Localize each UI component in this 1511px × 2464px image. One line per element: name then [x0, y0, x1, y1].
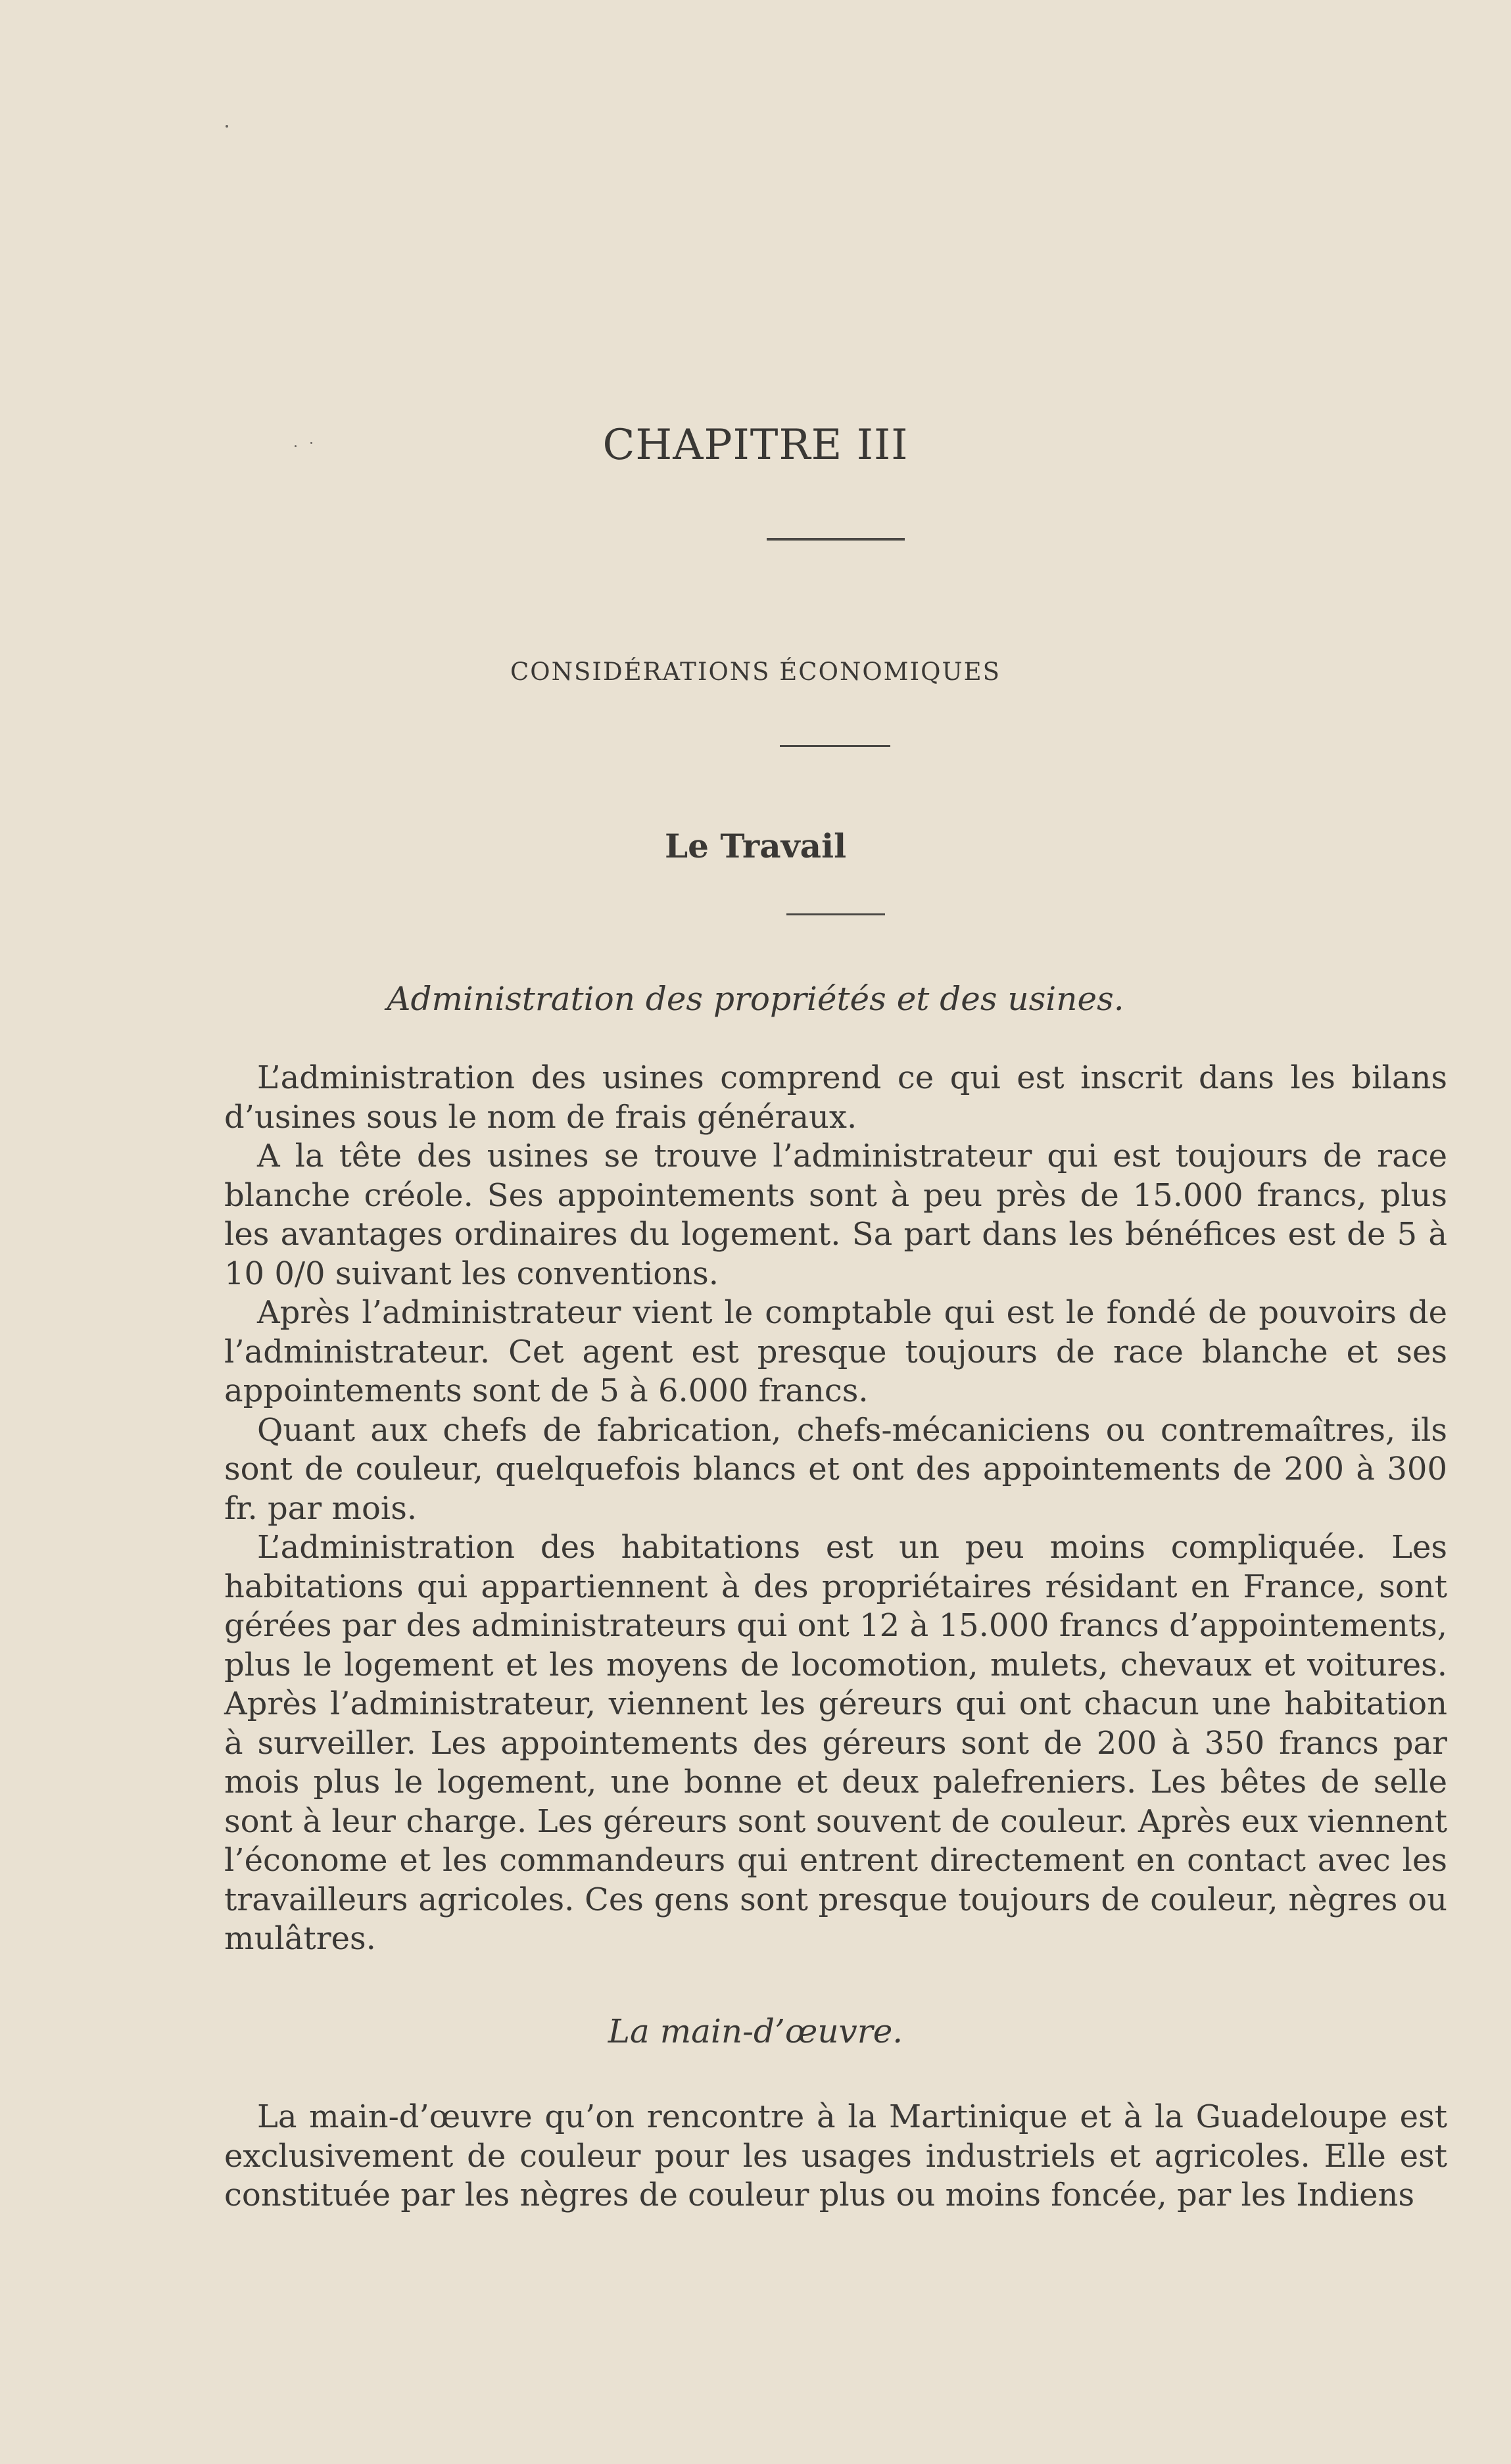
paragraph: La main-d’œuvre qu’on rencontre à la Martinique et à la Guadeloupe est exclusivement de couleur pour les usages industriels et agricoles. Elle est constituée par les nègres de couleur plus ou moins foncée, par les Indiens: [224, 2098, 1447, 2213]
print-speck: [226, 125, 228, 128]
section-subtitle: CONSIDÉRATIONS ÉCONOMIQUES: [510, 658, 1001, 686]
subsection-heading-administration: Administration des propriétés et des usines.: [387, 980, 1124, 1018]
divider-rule: [780, 745, 890, 747]
section-title: Le Travail: [664, 827, 847, 865]
paragraph: Après l’administrateur vient le comptable qui est le fondé de pouvoirs de l’administrateur. Cet agent est presque toujours de race blanche et ses appointements sont de 5 à 6.000 francs.: [224, 1294, 1447, 1409]
divider-rule: [767, 538, 905, 541]
paragraph: L’administration des habitations est un peu moins compliquée. Les habitations qui appartiennent à des propriétaires résidant en France, sont gérées par des administrateurs qui ont 12 à 15.000 francs d’appointements, plus le logement et les moyens de locomotion, mulets, chevaux et voitures. Après l’administrateur, viennent les géreurs qui ont chacun une habitation à surveiller. Les appointements des géreurs sont de 200 à 350 francs par mois plus le logement, une bonne et deux palefreniers. Les bêtes de selle sont à leur charge. Les géreurs sont souvent de couleur. Après eux viennent l’économe et les commandeurs qui entrent directement en contact avec les travailleurs agricoles. Ces gens sont presque toujours de couleur, nègres ou mulâtres.: [224, 1529, 1447, 1957]
paragraph: A la tête des usines se trouve l’administrateur qui est toujours de race blanche créole. Ses appointements sont à peu près de 15.000 francs, plus les avantages ordinaires du logement. Sa part dans les bénéfices est de 5 à 10 0/0 suivant les conventions.: [224, 1138, 1447, 1292]
paragraph: L’administration des usines comprend ce qui est inscrit dans les bilans d’usines sous le nom de frais généraux.: [224, 1059, 1447, 1136]
chapter-heading: CHAPITRE III: [602, 421, 909, 470]
subsection-heading-main-doeuvre: La main-d’œuvre.: [608, 2012, 903, 2050]
body-text-main-doeuvre: [224, 2098, 1447, 2215]
divider-rule: [786, 913, 885, 915]
body-text-administration: [224, 1059, 1447, 1959]
paragraph: Quant aux chefs de fabrication, chefs-mécaniciens ou contremaîtres, ils sont de couleur, quelquefois blancs et ont des appointements de 200 à 300 fr. par mois.: [224, 1411, 1447, 1527]
